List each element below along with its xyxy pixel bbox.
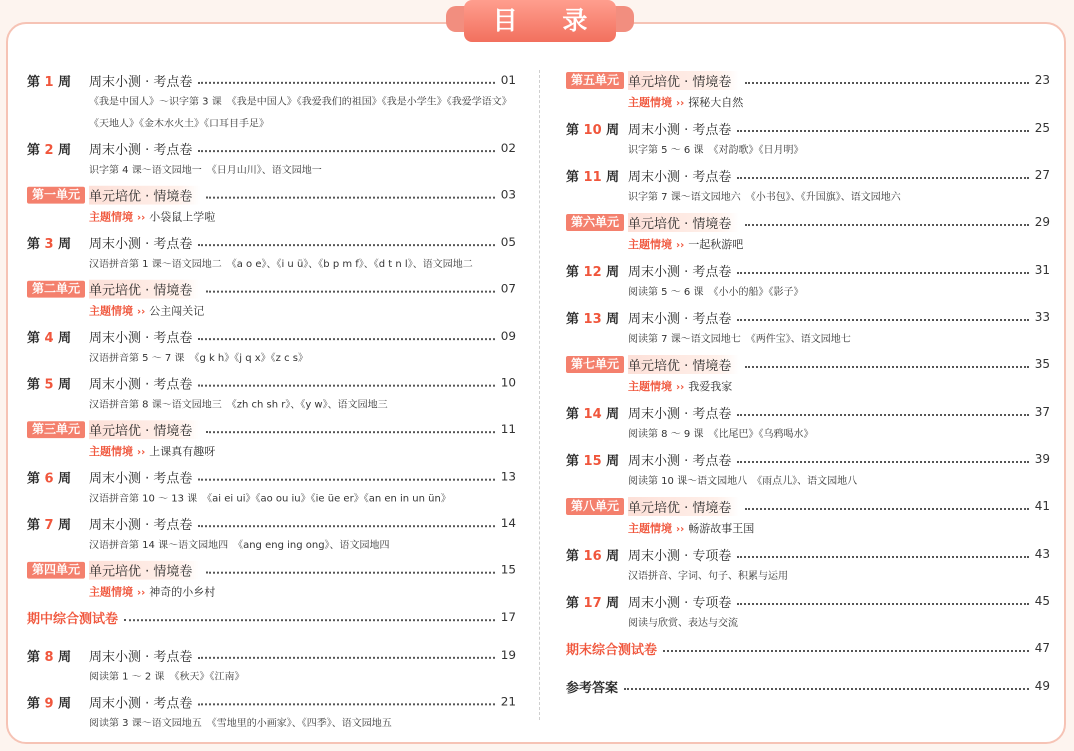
week-prefix: 第	[27, 377, 41, 393]
page-number: 45	[1034, 594, 1050, 608]
unit-badge: 第四单元	[27, 561, 85, 578]
week-suffix: 周	[58, 649, 72, 665]
dot-leader	[737, 319, 1028, 321]
page-number: 29	[1034, 215, 1050, 229]
dot-leader	[737, 177, 1028, 179]
toc-entry[interactable]	[566, 674, 1050, 698]
week-prefix: 第	[27, 649, 41, 665]
page-number: 05	[500, 235, 516, 250]
toc-entry[interactable]	[27, 324, 516, 370]
entry-subtitle: 《我是中国人》～识字第 3 课 《我是中国人》《我爱我们的祖国》《我是小学生》《我爱学语文》《天地人》《金木水火土》《口耳目手足》	[89, 96, 512, 130]
theme-line	[566, 518, 1050, 541]
entry-title: 周末小测 · 专项卷	[628, 595, 732, 611]
page-number: 02	[500, 141, 516, 156]
toc-entry[interactable]	[27, 183, 516, 230]
exam-title: 期末综合测试卷	[566, 642, 658, 658]
week-number: 2	[44, 142, 54, 158]
entry-title: 周末小测 · 考点卷	[628, 406, 732, 422]
week-label	[27, 645, 89, 664]
entry-title: 单元培优 · 情境卷	[628, 71, 739, 90]
week-label	[566, 545, 628, 564]
week-label	[27, 233, 89, 252]
week-prefix: 第	[566, 169, 580, 185]
dot-leader	[198, 703, 494, 705]
page-number: 27	[1034, 168, 1050, 182]
week-number: 5	[44, 377, 54, 393]
entry-title: 周末小测 · 考点卷	[89, 330, 193, 346]
entry-title: 单元培优 · 情境卷	[628, 213, 739, 232]
week-prefix: 第	[566, 595, 580, 611]
unit-badge: 第五单元	[566, 72, 624, 89]
toc-line[interactable]	[566, 447, 1050, 471]
dot-leader	[663, 650, 1029, 652]
week-label	[27, 514, 89, 533]
double-chevron-icon: ››	[137, 306, 146, 318]
toc-line[interactable]	[27, 277, 516, 301]
theme-line	[27, 582, 516, 605]
week-suffix: 周	[606, 169, 620, 185]
week-prefix: 第	[27, 471, 41, 487]
toc-entry[interactable]	[27, 643, 516, 689]
theme-text: 上课真有趣呀	[149, 445, 216, 458]
toc-line[interactable]	[27, 643, 516, 667]
entry-subtitle: 阅读第 7 课～语文园地七 《两件宝》、语文园地七	[628, 334, 851, 345]
title-ribbon	[446, 0, 634, 42]
week-number: 8	[44, 649, 54, 665]
toc-entry[interactable]	[566, 68, 1050, 115]
toc-line[interactable]	[27, 230, 516, 254]
double-chevron-icon: ››	[137, 447, 146, 458]
toc-line[interactable]	[566, 116, 1050, 140]
week-prefix: 第	[27, 517, 41, 533]
entry-title: 单元培优 · 情境卷	[628, 355, 739, 374]
theme-text: 小袋鼠上学啦	[149, 210, 216, 224]
toc-line[interactable]	[27, 558, 516, 582]
week-suffix: 周	[58, 377, 72, 393]
dot-leader	[198, 150, 494, 152]
answer-title: 参考答案	[566, 680, 619, 696]
week-suffix: 周	[606, 122, 620, 138]
week-suffix: 周	[606, 406, 620, 422]
dot-leader	[737, 272, 1028, 274]
toc-entry[interactable]	[566, 305, 1050, 351]
week-prefix: 第	[27, 74, 41, 90]
page-number: 15	[500, 562, 516, 577]
entry-subtitle: 汉语拼音第 10 ～ 13 课 《ai ei ui》《ao ou iu》《ie üe er》《an en in un ün》	[89, 493, 451, 505]
week-suffix: 周	[606, 453, 620, 469]
entry-title: 周末小测 · 考点卷	[628, 122, 732, 138]
week-suffix: 周	[58, 330, 72, 346]
week-label	[27, 327, 89, 346]
theme-text: 神奇的小乡村	[149, 585, 216, 599]
entry-title: 周末小测 · 考点卷	[89, 695, 193, 711]
page-number: 35	[1034, 357, 1050, 371]
toc-line[interactable]	[566, 494, 1050, 518]
week-suffix: 周	[58, 695, 72, 711]
week-prefix: 第	[566, 122, 580, 138]
entry-subtitle: 识字第 7 课～语文园地六 《小书包》、《升国旗》、语文园地六	[628, 192, 901, 203]
week-number: 3	[44, 236, 54, 252]
week-number: 14	[583, 406, 602, 422]
dot-leader	[198, 525, 494, 527]
week-number: 4	[44, 330, 54, 346]
week-suffix: 周	[606, 264, 620, 280]
page-number: 43	[1034, 547, 1050, 561]
entry-subtitle: 识字第 5 ～ 6 课 《对韵歌》《日月明》	[628, 145, 804, 156]
unit-badge: 第六单元	[566, 214, 624, 231]
page-number: 13	[500, 469, 516, 484]
entry-title: 周末小测 · 考点卷	[89, 142, 193, 158]
toc-line[interactable]	[566, 163, 1050, 187]
week-prefix: 第	[566, 406, 580, 422]
page-number: 10	[500, 375, 516, 390]
week-number: 17	[583, 595, 602, 611]
week-suffix: 周	[606, 595, 620, 611]
entry-subtitle: 阅读第 10 课～语文园地八 《雨点儿》、语文园地八	[628, 476, 858, 487]
page-number: 31	[1034, 263, 1050, 277]
week-label	[27, 467, 89, 486]
toc-line[interactable]	[566, 400, 1050, 424]
toc-line[interactable]	[27, 68, 516, 92]
page-number: 11	[500, 422, 516, 437]
toc-entry[interactable]	[27, 511, 516, 557]
theme-line	[566, 376, 1050, 399]
toc-entry[interactable]	[566, 636, 1050, 660]
toc-entry[interactable]	[566, 542, 1050, 588]
page-number: 17	[500, 610, 516, 625]
dot-leader	[206, 572, 494, 574]
entry-subtitle: 汉语拼音第 1 课～语文园地二 《a o e》、《i u ü》、《b p m f》、《d t n l》、语文园地二	[89, 258, 473, 270]
theme-label: 主题情境	[89, 585, 133, 599]
unit-badge: 第二单元	[27, 280, 85, 297]
week-label	[566, 403, 628, 422]
entry-title: 周末小测 · 考点卷	[89, 377, 193, 393]
toc-entry[interactable]	[27, 417, 516, 464]
dot-leader	[124, 619, 495, 621]
theme-label: 主题情境	[628, 238, 672, 251]
page-number: 37	[1034, 405, 1050, 419]
dot-leader	[206, 291, 494, 293]
week-label	[566, 119, 628, 138]
page-number: 19	[500, 647, 516, 662]
week-prefix: 第	[566, 264, 580, 280]
week-number: 7	[44, 517, 54, 533]
toc-entry[interactable]	[27, 136, 516, 182]
entry-title: 周末小测 · 考点卷	[89, 517, 193, 533]
dot-leader	[745, 224, 1028, 226]
toc-entry[interactable]	[27, 689, 516, 735]
toc-entry[interactable]	[566, 116, 1050, 162]
theme-label: 主题情境	[89, 304, 133, 318]
toc-entry[interactable]	[566, 447, 1050, 493]
page-number: 21	[500, 694, 516, 709]
dot-leader	[198, 82, 494, 84]
entry-subtitle: 阅读第 3 课～语文园地五 《雪地里的小画家》、《四季》、语文园地五	[89, 718, 392, 730]
dot-leader	[737, 130, 1028, 132]
page-title: 目 录	[464, 0, 616, 42]
theme-line	[566, 234, 1050, 257]
week-label	[566, 450, 628, 469]
unit-badge: 第八单元	[566, 498, 624, 515]
entry-title: 周末小测 · 考点卷	[628, 264, 732, 280]
week-label	[566, 261, 628, 280]
dot-leader	[198, 244, 494, 246]
entry-subtitle: 阅读第 1 ～ 2 课 《秋天》《江南》	[89, 671, 245, 683]
toc-line[interactable]	[27, 465, 516, 489]
double-chevron-icon: ››	[676, 382, 685, 393]
page-number: 23	[1034, 73, 1050, 87]
entry-title: 单元培优 · 情境卷	[628, 497, 739, 516]
page-number: 14	[500, 516, 516, 531]
unit-badge: 第七单元	[566, 356, 624, 373]
page-number: 09	[500, 329, 516, 344]
week-prefix: 第	[27, 695, 41, 711]
entry-title: 周末小测 · 考点卷	[89, 236, 193, 252]
week-number: 9	[44, 695, 54, 711]
dot-leader	[745, 82, 1028, 84]
entry-subtitle: 汉语拼音第 14 课～语文园地四 《ang eng ing ong》、语文园地四	[89, 540, 390, 551]
dot-leader	[206, 197, 494, 199]
double-chevron-icon: ››	[676, 98, 685, 109]
dot-leader	[745, 508, 1028, 510]
double-chevron-icon: ››	[676, 524, 685, 535]
week-label	[27, 139, 89, 158]
toc-entry[interactable]	[27, 371, 516, 417]
week-number: 16	[583, 548, 602, 564]
dot-leader	[198, 479, 494, 481]
toc-right-column	[566, 68, 1050, 712]
page-number: 07	[500, 281, 516, 296]
entry-title: 单元培优 · 情境卷	[89, 560, 200, 579]
double-chevron-icon: ››	[137, 212, 146, 224]
unit-badge: 第三单元	[27, 421, 85, 438]
unit-badge: 第一单元	[27, 186, 85, 203]
entry-title: 周末小测 · 考点卷	[89, 649, 193, 665]
dot-leader	[737, 461, 1028, 463]
week-label	[566, 166, 628, 185]
toc-entry[interactable]	[566, 258, 1050, 304]
entry-title: 单元培优 · 情境卷	[89, 420, 200, 439]
toc-line[interactable]	[27, 689, 516, 713]
dot-leader	[737, 603, 1028, 605]
entry-title: 单元培优 · 情境卷	[89, 185, 200, 204]
toc-line[interactable]	[566, 589, 1050, 613]
theme-text: 畅游故事王国	[688, 522, 755, 535]
theme-line	[566, 92, 1050, 115]
week-prefix: 第	[566, 453, 580, 469]
week-number: 10	[583, 122, 602, 138]
week-number: 13	[583, 311, 602, 327]
toc-line[interactable]	[27, 511, 516, 535]
toc-entry[interactable]	[566, 210, 1050, 257]
dot-leader	[737, 414, 1028, 416]
page-number: 03	[500, 187, 516, 202]
entry-title: 周末小测 · 考点卷	[628, 453, 732, 469]
week-number: 1	[44, 74, 54, 90]
toc-entry[interactable]	[27, 277, 516, 324]
week-label	[27, 70, 89, 89]
theme-line	[27, 207, 516, 230]
theme-label: 主题情境	[89, 210, 133, 224]
toc-entry[interactable]	[566, 400, 1050, 446]
toc-entry[interactable]	[27, 558, 516, 605]
entry-subtitle: 汉语拼音第 8 课～语文园地三 《zh ch sh r》、《y w》、语文园地三	[89, 399, 388, 411]
toc-line[interactable]	[566, 210, 1050, 234]
page-number: 39	[1034, 452, 1050, 466]
toc-line[interactable]	[27, 605, 516, 629]
week-suffix: 周	[58, 74, 72, 90]
week-number: 12	[583, 264, 602, 280]
toc-line[interactable]	[566, 352, 1050, 376]
page-number: 47	[1034, 641, 1050, 655]
entry-title: 周末小测 · 考点卷	[89, 471, 193, 487]
theme-label: 主题情境	[628, 380, 672, 393]
toc-left-column	[27, 68, 516, 736]
page-number: 49	[1034, 679, 1050, 693]
theme-line	[27, 301, 516, 324]
double-chevron-icon: ››	[676, 240, 685, 251]
entry-subtitle: 汉语拼音、字词、句子、积累与运用	[628, 571, 788, 582]
exam-title: 期中综合测试卷	[27, 611, 119, 627]
toc-entry[interactable]	[27, 465, 516, 511]
dot-leader	[624, 688, 1029, 690]
entry-subtitle: 阅读第 8 ～ 9 课 《比尾巴》《乌鸦喝水》	[628, 429, 814, 440]
week-label	[27, 692, 89, 711]
week-suffix: 周	[606, 548, 620, 564]
toc-entry[interactable]	[27, 605, 516, 629]
toc-line[interactable]	[27, 417, 516, 441]
theme-label: 主题情境	[89, 445, 133, 458]
week-number: 15	[583, 453, 602, 469]
week-label	[27, 373, 89, 392]
toc-line[interactable]	[27, 324, 516, 348]
toc-entry[interactable]	[27, 230, 516, 276]
page-number: 01	[500, 72, 516, 87]
entry-subtitle: 汉语拼音第 5 ～ 7 课 《g k h》《j q x》《z c s》	[89, 353, 308, 364]
dot-leader	[745, 366, 1028, 368]
page-number: 25	[1034, 121, 1050, 135]
toc-entry[interactable]	[566, 589, 1050, 635]
week-suffix: 周	[58, 236, 72, 252]
page-number: 41	[1034, 499, 1050, 513]
toc-entry[interactable]	[27, 68, 516, 135]
theme-text: 探秘大自然	[688, 96, 744, 109]
week-prefix: 第	[566, 311, 580, 327]
week-prefix: 第	[27, 142, 41, 158]
toc-line[interactable]	[27, 371, 516, 395]
toc-line[interactable]	[27, 183, 516, 207]
theme-text: 公主闯关记	[149, 304, 205, 318]
toc-line[interactable]	[566, 258, 1050, 282]
dot-leader	[206, 431, 494, 433]
dot-leader	[198, 657, 494, 659]
dot-leader	[198, 338, 494, 340]
page-number: 33	[1034, 310, 1050, 324]
entry-subtitle: 阅读与欣赏、表达与交流	[628, 618, 738, 629]
week-label	[566, 592, 628, 611]
toc-line[interactable]	[566, 68, 1050, 92]
week-suffix: 周	[58, 471, 72, 487]
week-number: 6	[44, 471, 54, 487]
double-chevron-icon: ››	[137, 587, 146, 599]
toc-line[interactable]	[566, 674, 1050, 698]
entry-title: 周末小测 · 考点卷	[89, 74, 193, 90]
toc-line[interactable]	[566, 542, 1050, 566]
entry-title: 周末小测 · 考点卷	[628, 311, 732, 327]
week-prefix: 第	[27, 330, 41, 346]
week-suffix: 周	[58, 517, 72, 533]
theme-text: 一起秋游吧	[688, 238, 744, 251]
toc-entry[interactable]	[566, 494, 1050, 541]
entry-title: 周末小测 · 专项卷	[628, 548, 732, 564]
toc-line[interactable]	[27, 136, 516, 160]
week-prefix: 第	[27, 236, 41, 252]
entry-subtitle: 识字第 4 课～语文园地一 《日月山川》、语文园地一	[89, 164, 322, 176]
entry-subtitle: 阅读第 5 ～ 6 课 《小小的船》《影子》	[628, 287, 804, 298]
dot-leader	[198, 385, 494, 387]
theme-label: 主题情境	[628, 96, 672, 109]
theme-label: 主题情境	[628, 522, 672, 535]
week-suffix: 周	[58, 142, 72, 158]
week-suffix: 周	[606, 311, 620, 327]
entry-title: 周末小测 · 考点卷	[628, 169, 732, 185]
dot-leader	[737, 556, 1028, 558]
entry-title: 单元培优 · 情境卷	[89, 279, 200, 298]
theme-text: 我爱我家	[688, 380, 733, 393]
toc-line[interactable]	[566, 636, 1050, 660]
toc-entry[interactable]	[566, 352, 1050, 399]
week-label	[566, 308, 628, 327]
week-prefix: 第	[566, 548, 580, 564]
week-number: 11	[583, 169, 602, 185]
toc-line[interactable]	[566, 305, 1050, 329]
toc-entry[interactable]	[566, 163, 1050, 209]
theme-line	[27, 441, 516, 464]
